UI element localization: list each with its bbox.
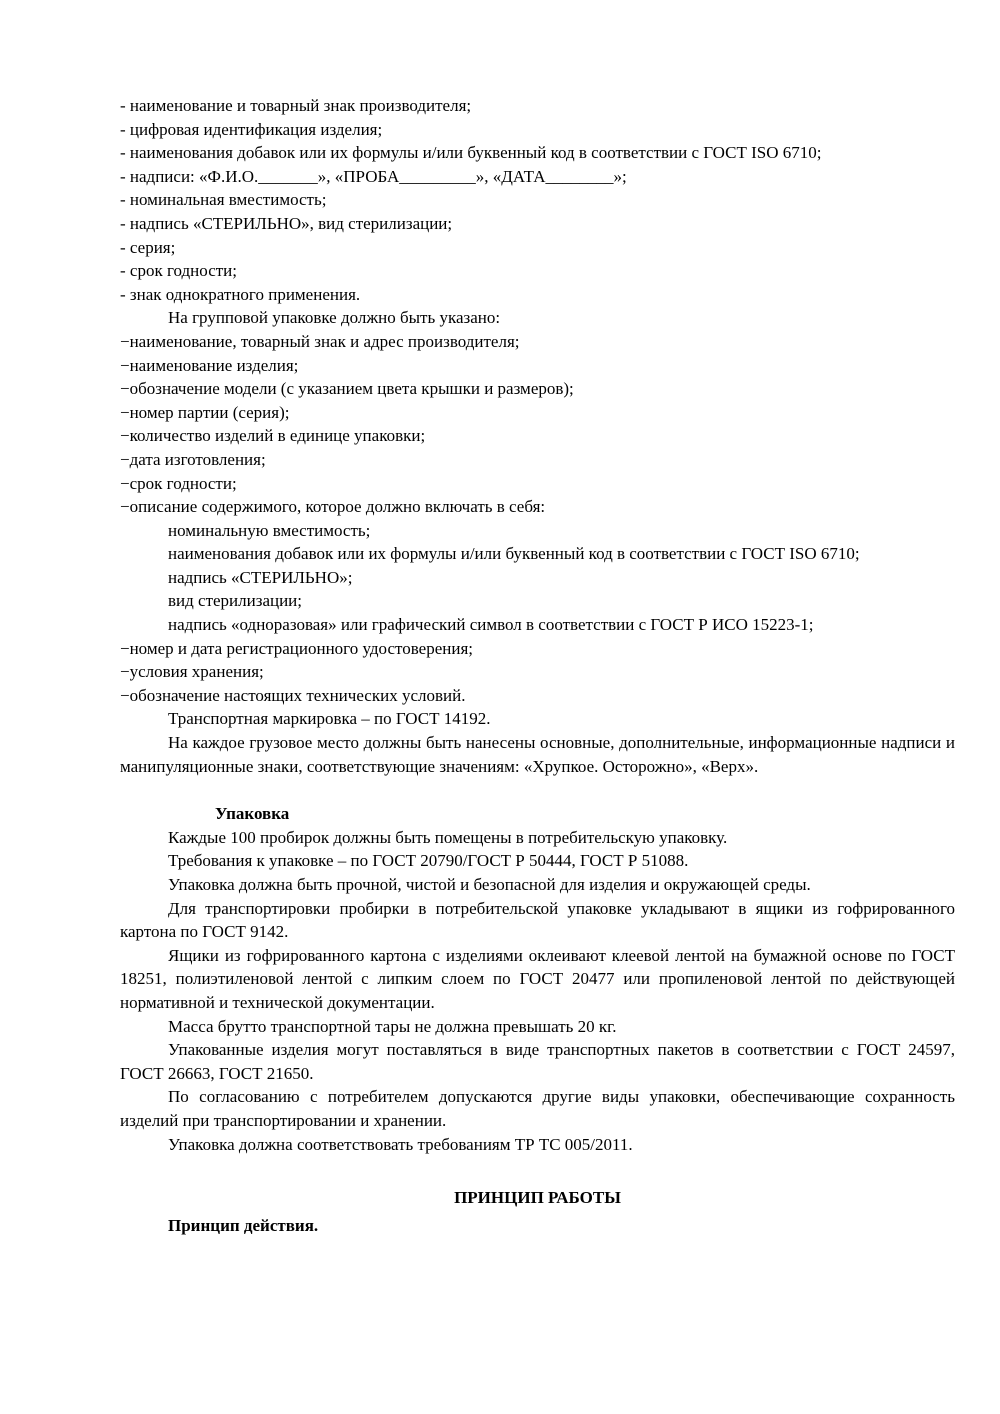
list-item: - цифровая идентификация изделия; <box>120 119 383 139</box>
list-item: −номер и дата регистрационного удостоверения; <box>120 638 473 658</box>
list-item: −описание содержимого, которое должно включать в себя: <box>120 497 546 517</box>
list-item: - наименования добавок или их формулы и/или буквенный код в соответствии с ГОСТ ISO 6710; <box>120 143 822 163</box>
paragraph: Упаковка должна соответствовать требованиям ТР ТС 005/2011. <box>168 1134 633 1154</box>
paragraph: Ящики из гофрированного картона с изделиями оклеивают клеевой лентой на бумажной основе по ГОСТ 18251, полиэтиленовой лентой с липким слоем по ГОСТ 20477 или пропиленовой лентой по действующей нормативной и технической документации. <box>120 945 955 1012</box>
paragraph: По согласованию с потребителем допускаются другие виды упаковки, обеспечивающие сохранность изделий при транспортировании и хранении. <box>120 1087 955 1130</box>
nested-list-item: наименования добавок или их формулы и/или буквенный код в соответствии с ГОСТ ISO 6710; <box>168 544 860 564</box>
paragraph: Упакованные изделия могут поставляться в виде транспортных пакетов в соответствии с ГОСТ 24597, ГОСТ 26663, ГОСТ 21650. <box>120 1040 955 1083</box>
nested-list-item: номинальную вместимость; <box>168 520 371 540</box>
list-item: −дата изготовления; <box>120 449 266 469</box>
paragraph: Требования к упаковке – по ГОСТ 20790/ГОСТ Р 50444, ГОСТ Р 51088. <box>168 851 689 871</box>
paragraph: Для транспортировки пробирки в потребительской упаковке укладывают в ящики из гофрированного картона по ГОСТ 9142. <box>120 898 955 942</box>
list-item: −условия хранения; <box>120 662 264 682</box>
list-item: - надписи: «Ф.И.О._______», «ПРОБА_________», «ДАТА________»; <box>120 166 627 186</box>
nested-list-item: надпись «СТЕРИЛЬНО»; <box>168 567 353 587</box>
list-item: −наименование, товарный знак и адрес производителя; <box>120 331 520 351</box>
list-item: - надпись «СТЕРИЛЬНО», вид стерилизации; <box>120 213 453 233</box>
packaging-section-heading: Упаковка <box>215 804 290 824</box>
list-item: −номер партии (серия); <box>120 402 290 422</box>
nested-list-item: надпись «одноразовая» или графический символ в соответствии с ГОСТ Р ИСО 15223-1; <box>168 615 814 635</box>
nested-list-item: вид стерилизации; <box>168 591 302 611</box>
list-item: - наименование и товарный знак производителя; <box>120 96 472 115</box>
list-item: −количество изделий в единице упаковки; <box>120 426 426 446</box>
list-item: - срок годности; <box>120 261 237 281</box>
list-item: −наименование изделия; <box>120 355 299 375</box>
paragraph: Масса брутто транспортной тары не должна превышать 20 кг. <box>168 1016 617 1036</box>
paragraph: Каждые 100 пробирок должны быть помещены в потребительскую упаковку. <box>168 827 728 847</box>
principle-subheading: Принцип действия. <box>168 1215 319 1235</box>
list-item: −обозначение настоящих технических условий. <box>120 685 466 705</box>
transport-marking-paragraph: Транспортная маркировка – по ГОСТ 14192. <box>168 709 491 729</box>
cargo-paragraph: На каждое грузовое место должны быть нанесены основные, дополнительные, информационные надписи и манипуляционные знаки, соответствующие значениям: «Хрупкое. Осторожно», «Верх». <box>120 733 955 776</box>
list-item: −срок годности; <box>120 473 237 493</box>
list-item: −обозначение модели (с указанием цвета крышки и размеров); <box>120 379 574 399</box>
list-item: - номинальная вместимость; <box>120 190 327 210</box>
paragraph: Упаковка должна быть прочной, чистой и безопасной для изделия и окружающей среды. <box>168 875 811 894</box>
list-item: - знак однократного применения. <box>120 284 361 304</box>
group-marking-intro: На групповой упаковке должно быть указано: <box>168 308 501 328</box>
list-item: - серия; <box>120 237 176 257</box>
principle-section-heading: ПРИНЦИП РАБОТЫ <box>454 1188 621 1208</box>
